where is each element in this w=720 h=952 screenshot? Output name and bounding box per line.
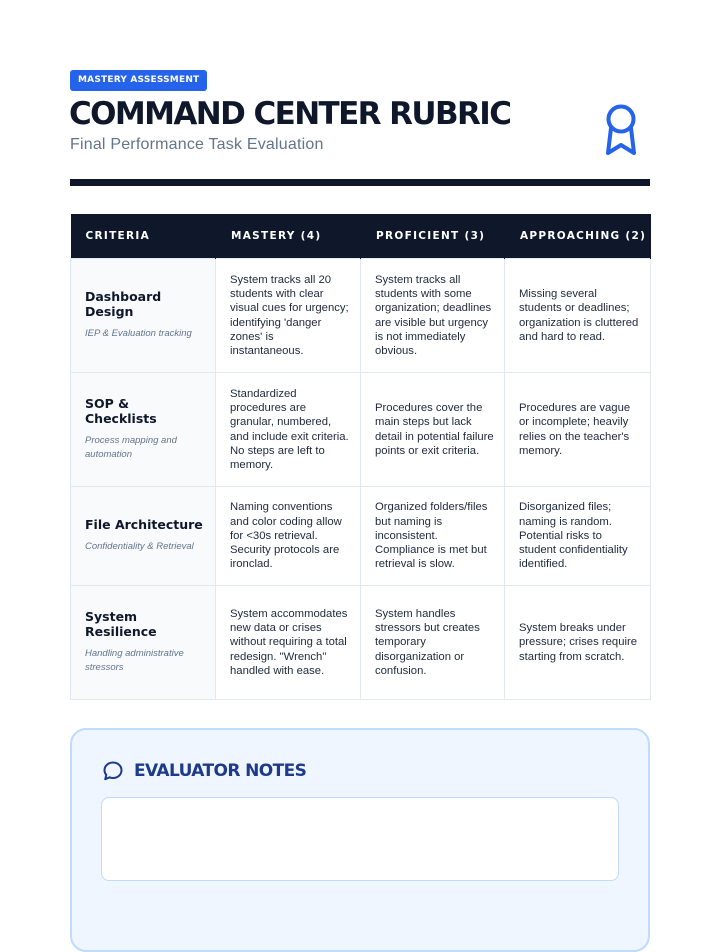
header-divider	[70, 179, 650, 186]
table-row	[71, 487, 651, 586]
approaching-cell: System breaks under pressure; crises require starting from scratch.	[505, 586, 651, 700]
criteria-cell	[71, 487, 216, 586]
table-row	[71, 586, 651, 700]
proficient-cell: Procedures cover the main steps but lack detail in potential failure points or exit criteria.	[361, 373, 505, 487]
column-header-approaching: APPROACHING (2)	[505, 214, 651, 259]
approaching-cell: Procedures are vague or incomplete; heavily relies on the teacher's memory.	[505, 373, 651, 487]
approaching-cell: Missing several students or deadlines; organization is cluttered and hard to read.	[505, 259, 651, 373]
rubric-table	[70, 214, 651, 700]
criteria-subtitle: IEP & Evaluation tracking	[85, 327, 192, 339]
evaluator-notes-field[interactable]	[101, 797, 619, 881]
approaching-cell: Disorganized files; naming is random. Potential risks to student confidentiality identified.	[505, 487, 651, 586]
award-ribbon-icon	[601, 103, 641, 157]
table-row	[71, 373, 651, 487]
mastery-cell: System tracks all 20 students with clear visual cues for urgency; identifying 'danger zones' is instantaneous.	[216, 259, 361, 373]
criteria-name: SOP & Checklists	[85, 396, 157, 426]
mastery-cell: Naming conventions and color coding allow for <30s retrieval. Security protocols are ironclad.	[216, 487, 361, 586]
column-header-criteria: CRITERIA	[71, 214, 216, 259]
evaluator-notes-panel	[70, 728, 650, 952]
assessment-badge: MASTERY ASSESSMENT	[70, 70, 207, 91]
page-subtitle: Final Performance Task Evaluation	[70, 136, 324, 153]
table-header-row	[71, 214, 651, 259]
mastery-cell: Standardized procedures are granular, numbered, and include exit criteria. No steps are left to memory.	[216, 373, 361, 487]
column-header-mastery: MASTERY (4)	[216, 214, 361, 259]
mastery-cell: System accommodates new data or crises without requiring a total redesign. "Wrench" handled with ease.	[216, 586, 361, 700]
criteria-name: Dashboard Design	[85, 289, 162, 319]
proficient-cell: Organized folders/files but naming is inconsistent. Compliance is met but retrieval is slow.	[361, 487, 505, 586]
evaluator-notes-title: EVALUATOR NOTES	[134, 761, 307, 781]
criteria-subtitle: Confidentiality & Retrieval	[85, 541, 194, 553]
criteria-cell	[71, 373, 216, 487]
table-row	[71, 259, 651, 373]
criteria-cell	[71, 586, 216, 700]
criteria-subtitle: Process mapping and automation	[85, 434, 177, 460]
criteria-name: System Resilience	[85, 609, 157, 639]
page-title: COMMAND CENTER RUBRIC	[69, 96, 511, 132]
evaluator-notes-header	[102, 760, 306, 782]
criteria-name: File Architecture	[85, 516, 203, 532]
proficient-cell: System tracks all students with some organization; deadlines are visible but urgency is not immediately obvious.	[361, 259, 505, 373]
criteria-cell	[71, 259, 216, 373]
column-header-proficient: PROFICIENT (3)	[361, 214, 505, 259]
proficient-cell: System handles stressors but creates temporary disorganization or confusion.	[361, 586, 505, 700]
chat-bubble-icon	[102, 760, 124, 782]
criteria-subtitle: Handling administrative stressors	[85, 647, 184, 673]
